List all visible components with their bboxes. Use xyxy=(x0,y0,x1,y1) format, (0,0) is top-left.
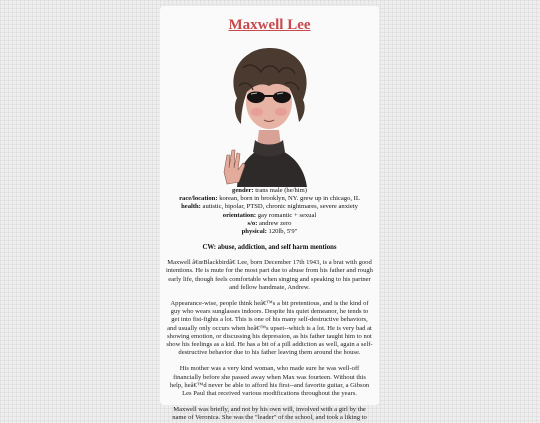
physical-value: 120lb, 5'9" xyxy=(266,228,298,236)
page-title[interactable]: Maxwell Lee xyxy=(228,17,311,33)
health-value: autistic, bipolar, PTSD, chronic nightmares, severe anxiety xyxy=(200,203,358,211)
so-value: andrew zero xyxy=(257,219,292,227)
bio-paragraph-2: Appearance-wise, people think heâ€™s a bit pretentious, and is the kind of guy who wears sunglasses indoors. Despite his quiet demeanor, he tends to get into fist-fights a lot. This is one of his many self-destructive behaviors, and usually only occurs when heâ€™s upset--which is a lot. He is very bad at showing emotion, or discussing his depression, as his father taught him to not show his feelings as a kid. He has a bit of a pill addiction as well, again a self-destructive behavior due to his father leaving them around the house. xyxy=(166,300,373,357)
physical-label: physical: xyxy=(241,228,267,236)
gender-label: gender: xyxy=(232,187,254,194)
bio-paragraph-1: Maxwell â€œBlackbirdâ€ Lee, born December 17th 1943, is a brat with good intentions. He is mute for the most part due to abuse from his father and rough early life, though feels comfortable when singing and speaking to his partner and fellow bandmate, Andrew. xyxy=(166,259,373,291)
health-row xyxy=(160,203,379,211)
profile-card xyxy=(160,6,379,422)
character-portrait xyxy=(219,42,320,187)
race-value: korean, born in brooklyn, NY. grew up in chicago, IL xyxy=(217,195,360,203)
so-label: s/o: xyxy=(247,219,258,227)
orientation-value: gay romantic + sexual xyxy=(256,211,317,219)
character-info xyxy=(160,187,379,236)
physical-row xyxy=(160,228,379,236)
race-row xyxy=(160,195,379,203)
so-row xyxy=(160,220,379,228)
bio-paragraph-3: His mother was a very kind woman, who made sure he was well-off financially before she passed away when Max was fourteen. Without this help, heâ€™d never be able to afford his first--and favorite guitar, a Gibson Les Paul that received various modifications throughout the years. xyxy=(169,365,370,398)
health-label: health: xyxy=(181,203,201,211)
orientation-row xyxy=(160,212,379,220)
gender-row xyxy=(160,187,379,195)
bio-paragraph-4: Maxwell was briefly, and not by his own will, involved with a girl by the name of Veronica. She was the "leader" of the school, and took a liking to xyxy=(172,406,367,422)
race-label: race/location: xyxy=(179,195,218,203)
content-warning: CW: abuse, addiction, and self harm mentions xyxy=(202,244,337,252)
gender-value: trans male (he/him) xyxy=(253,187,307,194)
orientation-label: orientation: xyxy=(222,211,257,219)
